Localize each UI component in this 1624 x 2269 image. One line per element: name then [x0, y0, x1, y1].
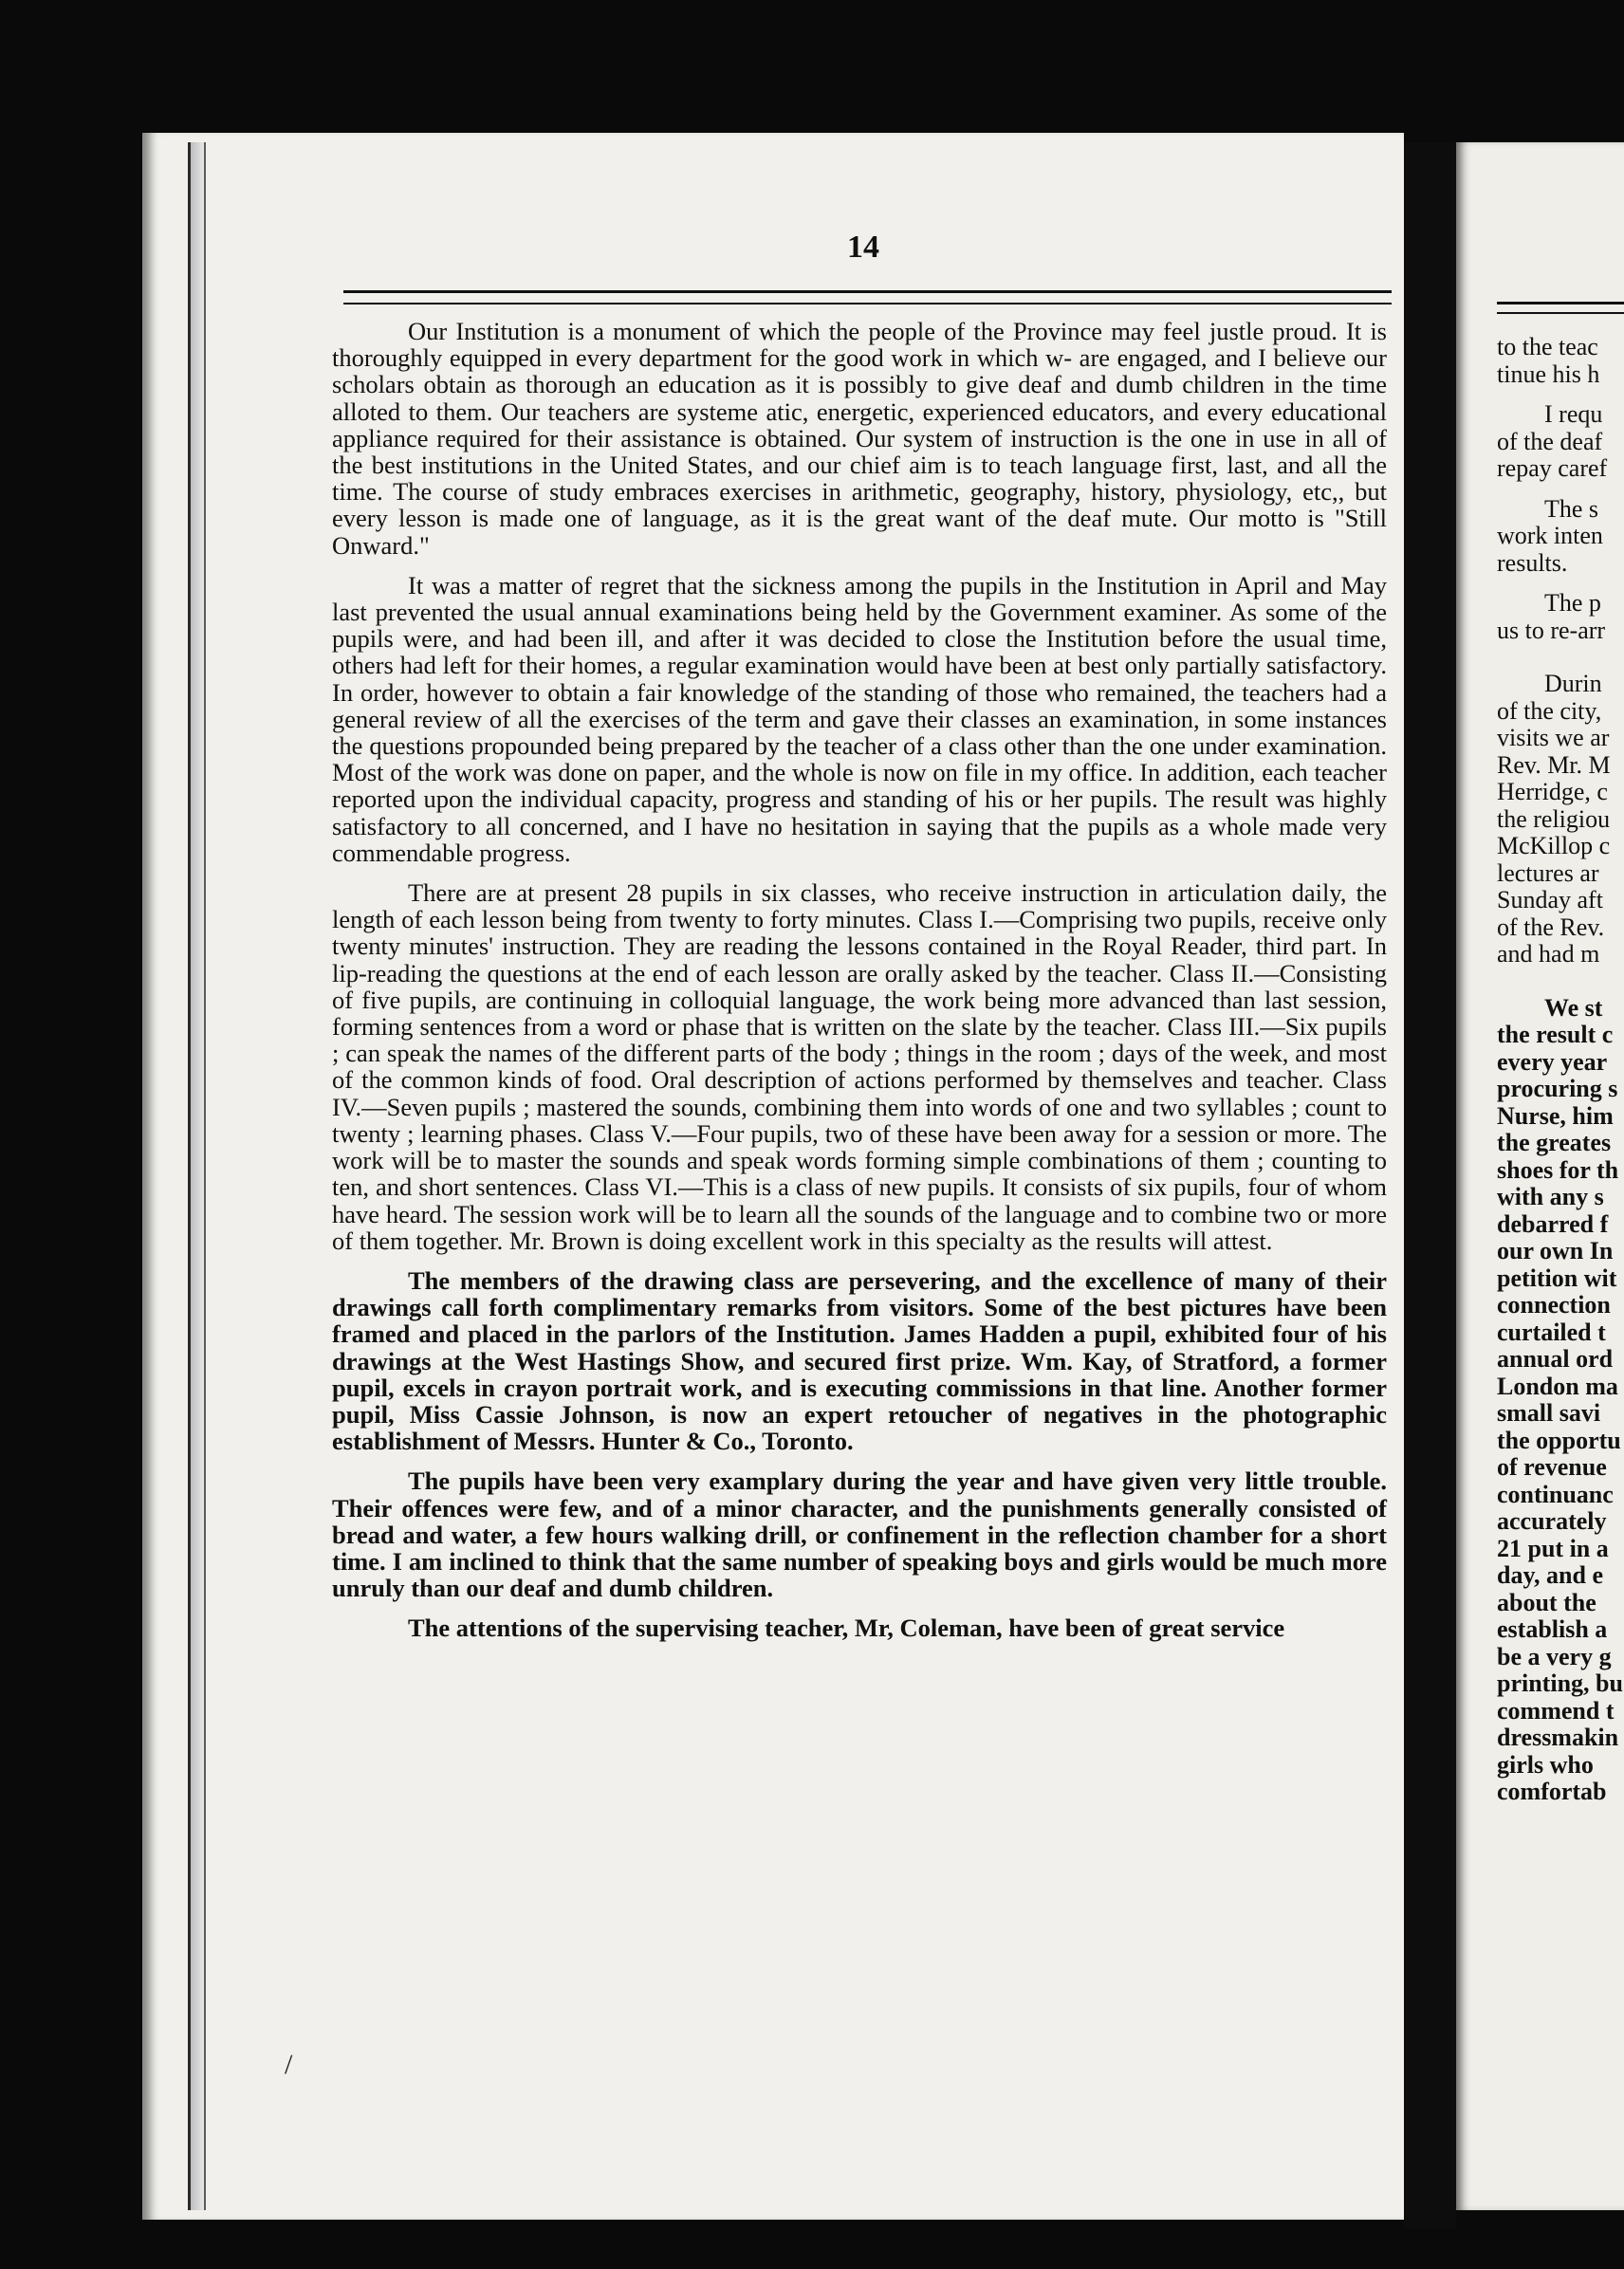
- right-page-line: lectures ar: [1497, 858, 1599, 887]
- paragraph: It was a matter of regret that the sickness among the pupils in the Institution in April and May last prevented the usual annual examinations being held by the Government examiner. As some of the pupils were, and had been ill, and after it was decided to close the Institution before the usual time, others had left for their homes, a regular examination would have been at best only partially satisfactory. In order, however to obtain a fair knowledge of the standing of those who remained, the teachers had a general review of all the exercises of the term and gave their classes an examination, in some instances the questions propounded being prepared by the teacher of a class other than the one under examination. Most of the work was done on paper, and the whole is now on file in my office. In addition, each teacher reported upon the individual capacity, progress and standing of his or her pupils. The result was highly satisfactory to all concerned, and I have no hesitation in saying that the pupils as a whole made very commendable progress.: [332, 570, 1387, 867]
- right-page-line: of the deaf: [1497, 427, 1603, 455]
- page-gutter: [1404, 142, 1456, 2229]
- paragraph: The pupils have been very examplary during the year and have given very little trouble. Their offences were few, and of a minor character, and the punishments generally consisted of bread and water, a few hours walking drill, or confinement in the reflection chamber for a short time. I am inclined to think that the same number of speaking boys and girls would be much more unruly than our deaf and dumb children.: [332, 1467, 1387, 1603]
- right-page-line: repay caref: [1497, 454, 1608, 482]
- right-page-line: [1497, 644, 1624, 657]
- right-page-line: our own In: [1497, 1237, 1614, 1264]
- right-page-line: Durin: [1544, 670, 1602, 697]
- paragraph: The attentions of the supervising teacher, Mr, Coleman, have been of great service: [408, 1614, 1285, 1643]
- right-page-line: tinue his h: [1497, 360, 1600, 388]
- right-page-line: printing, bu: [1497, 1669, 1623, 1697]
- right-page-line: [1497, 577, 1624, 590]
- right-page-line: [1497, 968, 1624, 982]
- right-page-line: shoes for th: [1497, 1155, 1619, 1184]
- right-page-line: of the Rev.: [1497, 913, 1605, 941]
- right-page-line: The p: [1544, 589, 1601, 617]
- right-page-line: London ma: [1497, 1372, 1618, 1400]
- right-page-line: girls who: [1497, 1750, 1594, 1779]
- right-page-line: visits we ar: [1497, 724, 1610, 751]
- right-page-line: with any s: [1497, 1183, 1604, 1210]
- right-header-rule: [1497, 302, 1624, 314]
- right-page-line: McKillop c: [1497, 832, 1611, 859]
- right-page-line: the opportu: [1497, 1426, 1621, 1454]
- page-edge-stack: [188, 142, 206, 2210]
- paragraph: The members of the drawing class are persevering, and the excellence of many of their drawings call forth complimentary remarks from visitors. Some of the best pictures have been framed and placed in the parlors of the Institution. James Hadden a pupil, exhibited four of his drawings at the West Hastings Show, and secured first prize. Wm. Kay, of Stratford, a former pupil, excels in crayon portrait work, and is executing commissions in that line. Another former pupil, Miss Cassie Johnson, is now an expert retoucher of negatives in the photographic establishment of Messrs. Hunter & Co., Toronto.: [332, 1265, 1387, 1456]
- page-number: 14: [847, 230, 879, 265]
- right-page-line: Nurse, him: [1497, 1101, 1614, 1130]
- paragraph: There are at present 28 pupils in six classes, who receive instruction in articulation daily, the length of each lesson being from twenty to forty minutes. Class I.—Comprising two pupils, receive only twenty minutes' instruction. They are reading the lessons contained in the Royal Reader, third part. In lip-reading the questions at the end of each lesson are orally asked by the teacher. Class II.—Consisting of five pupils, are continuing in colloquial language, the work being more advanced than last session, forming sentences from a word or phase that is written on the slate by the teacher. Class III.—Six pupils ; can speak the names of the different parts of the body ; things in the room ; days of the week, and most of the common kinds of food. Oral description of actions performed by themselves and teacher. Class IV.—Seven pupils ; mastered the sounds, combining them into words of one and two syllables ; count to twenty ; learning phases. Class V.—Four pupils, two of these have been away for a session or more. The work will be to master the sounds and speak words forming simple combinations of them ; counting to ten, and short sentences. Class VI.—This is a class of new pupils. It consists of six pupils, four of whom have heard. The session work will be to learn all the sounds of the language and to combine two or more of them together. Mr. Brown is doing excellent work in this specialty as the results will attest.: [332, 878, 1387, 1255]
- right-page-line: debarred f: [1497, 1209, 1609, 1238]
- right-page-line: results.: [1497, 548, 1568, 577]
- right-page-line: the result c: [1497, 1021, 1614, 1048]
- paragraph: Our Institution is a monument of which the people of the Province may feel justle proud. It is thoroughly equipped in every department for the good work in which w- are engaged, and I believe our scholars obtain as thorough an education as it is possibly to give deaf and dumb children in the time alloted to them. Our teachers are systeme atic, energetic, experienced educators, and every educational appliance required for their assistance is obtained. Our system of instruction is the one in use in all of the best institutions in the United States, and our chief aim is to teach language first, last, and all the time. The course of study embraces exercises in arithmetic, geography, history, physiology, etc,, but every lesson is made one of language, as it is the great want of the deaf mute. Our motto is "Still Onward.": [332, 317, 1387, 560]
- right-page-line: continuanc: [1497, 1480, 1614, 1508]
- header-rule: [343, 290, 1392, 304]
- right-page-line: procuring s: [1497, 1075, 1618, 1102]
- right-page-line: [1497, 657, 1624, 671]
- right-page-line: the greates: [1497, 1129, 1612, 1156]
- right-page-line: of the city,: [1497, 696, 1602, 725]
- right-page-line: us to re-arr: [1497, 616, 1606, 644]
- right-page-line: to the teac: [1497, 334, 1598, 360]
- right-page-line: We st: [1544, 993, 1603, 1022]
- right-page-line: 21 put in a: [1497, 1534, 1609, 1562]
- margin-mark: /: [285, 2049, 293, 2080]
- right-page-line: dressmakin: [1497, 1724, 1619, 1751]
- right-page-line: and had m: [1497, 940, 1600, 968]
- right-page-line: Rev. Mr. M: [1497, 750, 1611, 779]
- right-page-line: I requ: [1544, 400, 1603, 428]
- right-page-line: be a very g: [1497, 1642, 1612, 1670]
- right-page-text: [1497, 334, 1624, 1806]
- right-page-line: The s: [1544, 494, 1599, 523]
- right-page-line: Herridge, c: [1497, 778, 1608, 805]
- right-page-line: [1497, 483, 1624, 496]
- right-page-line: every year: [1497, 1047, 1608, 1076]
- right-page-line: Sunday aft: [1497, 886, 1603, 913]
- right-page-line: annual ord: [1497, 1345, 1614, 1373]
- right-page-line: [1497, 982, 1624, 995]
- right-page-line: commend t: [1497, 1696, 1615, 1725]
- right-page-line: curtailed t: [1497, 1318, 1606, 1346]
- right-page-line: day, and e: [1497, 1561, 1603, 1589]
- right-page-line: about the: [1497, 1588, 1596, 1616]
- right-page-line: accurately: [1497, 1507, 1607, 1535]
- right-page-line: the religiou: [1497, 804, 1611, 833]
- right-page-line: [1497, 388, 1624, 401]
- right-page-line: work inten: [1497, 522, 1603, 549]
- right-page-line: small savi: [1497, 1399, 1601, 1427]
- page-body: [332, 318, 1387, 1655]
- right-page-line: comfortab: [1497, 1778, 1607, 1805]
- right-page-line: of revenue: [1497, 1453, 1607, 1481]
- right-page-line: connection: [1497, 1291, 1611, 1319]
- right-page-line: establish a: [1497, 1615, 1608, 1643]
- right-page-line: petition wit: [1497, 1264, 1617, 1292]
